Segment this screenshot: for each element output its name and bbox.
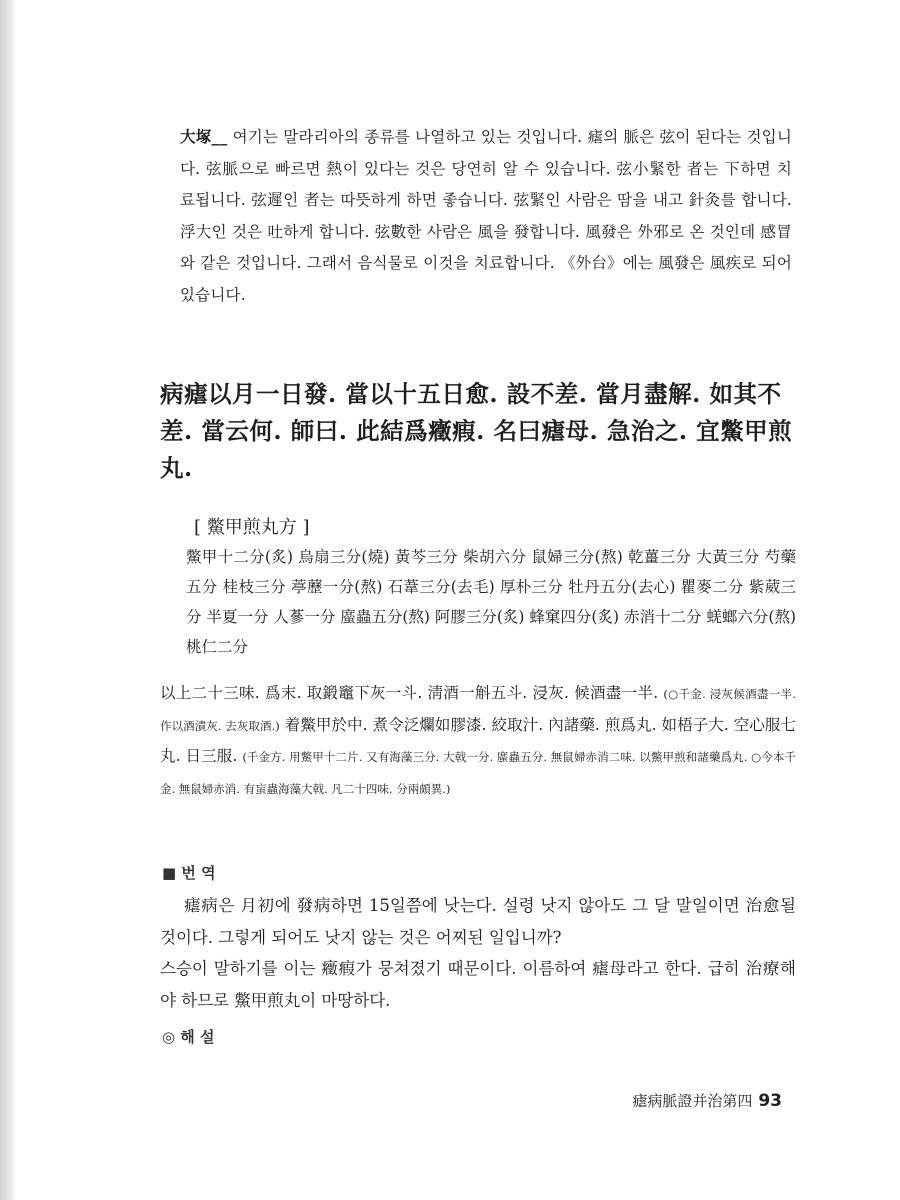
translation-paragraph-1: 瘧病은 月初에 發病하면 15일쯤에 낫는다. 설령 낫지 않아도 그 달 말일이면 治愈될 것이다. 그렇게 되어도 낫지 않는 것은 어찌된 일입니까? [160, 896, 796, 947]
chapter-title: 瘧病脈證并治第四 [632, 1092, 753, 1110]
page-number: 93 [758, 1091, 782, 1111]
ingredients-list: 鱉甲十二分(炙) 烏扇三分(燒) 黃芩三分 柴胡六分 鼠婦三分(熬) 乾薑三分 大黃三分 芍藥五分 桂枝三分 葶藶一分(熬) 石葦三分(去毛) 厚朴三分 牡丹五分(去心) 瞿麥二分 紫葳三分 半夏一分 人蔘一分 䗪蟲五分(熬) 阿膠三分(炙) 蜂窠四分(炙) 赤消十二分 蜣螂六分(熬) 桃仁二分 [186, 548, 796, 656]
classical-text: 病瘧以月一日發. 當以十五日愈. 設不差. 當月盡解. 如其不差. 當云何. 師曰. 此結爲癥瘕. 名曰瘧母. 急治之. 宜鱉甲煎丸. [160, 380, 793, 482]
preparation-text [160, 678, 796, 804]
translation-paragraph-2: 스승이 말하기를 이는 癥瘕가 뭉쳐졌기 때문이다. 이름하여 瘧母라고 한다. 급히 治療해야 하므로 鱉甲煎丸이 마땅하다. [160, 959, 796, 1010]
formula-title: [ 鱉甲煎丸方 ] [194, 517, 310, 538]
prep-note-2: (千金方. 用鱉甲十二片. 又有海藻三分. 大戟一分. 䗪蟲五分. 無鼠婦赤消二味. 以鱉甲煎和諸藥爲丸. ○今本千金. 無鼠婦赤消. 有䖟蟲海藻大戟. 凡二十四味. 分兩頗異.) [160, 750, 796, 796]
prep-note-1: (○千金. 浸灰候酒盡一半. 作以酒漬灰. 去灰取酒.) [160, 687, 796, 733]
prep-part-2: 着鱉甲於中. 煮令泛爛如膠漆. 絞取汁. 內諸藥. 煎爲丸. 如梧子大. 空心服七丸. 日三服. [160, 715, 796, 765]
prep-part-1: 以上二十三味. 爲末. 取鍛竈下灰一斗. 淸酒一斛五斗. 浸灰. 候酒盡一半. [160, 684, 664, 702]
page-footer [632, 1090, 782, 1111]
translation-text [160, 890, 796, 1016]
section-heading-translation: ■ 번 역 [162, 864, 216, 882]
speaker-label: 大塚__ [180, 128, 228, 146]
page-edge-shadow [0, 0, 14, 1200]
intro-paragraph [180, 122, 792, 311]
book-page [14, 0, 900, 1200]
intro-text: 여기는 말라리아의 종류를 나열하고 있는 것입니다. 瘧의 脈은 弦이 된다는 것입니다. 弦脈으로 빠르면 熱이 있다는 것은 당연히 알 수 있습니다. 弦小緊한 者는 下하면 치료됩니다. 弦遲인 者는 따뜻하게 하면 좋습니다. 弦緊인 사람은 땀을 내고 針灸를 합니다. 浮大인 것은 吐하게 합니다. 弦數한 사람은 風을 發합니다. 風發은 外邪로 온 것인데 感冒와 같은 것입니다. 그래서 음식물로 이것을 치료합니다. 《外台》에는 風發은 風疾로 되어 있습니다. [180, 128, 792, 304]
section-heading-commentary: ◎ 해 설 [162, 1028, 215, 1046]
